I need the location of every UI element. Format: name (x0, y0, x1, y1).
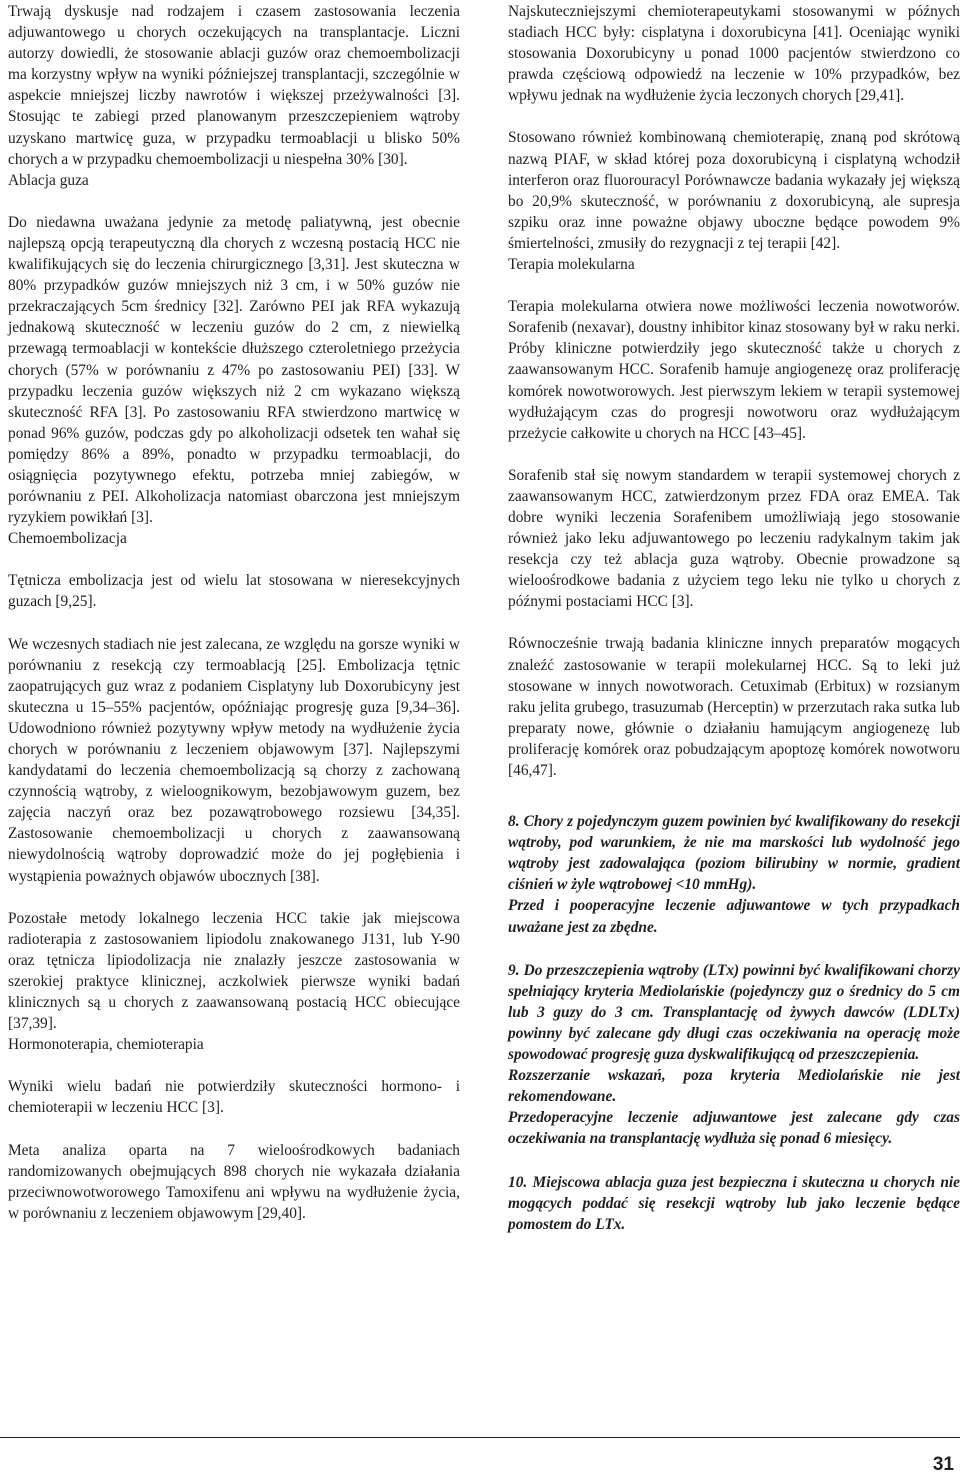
recommendation-8-text: 8. Chory z pojedynczym guzem powinien być kwalifikowany do resekcji wątroby, pod warunkiem, że nie ma marskości lub wydolność jego wątroby jest zadowalająca (poziom bilirubiny w normie, gradient ciśnień w żyle wątrobowej <10 mmHg). (508, 813, 960, 894)
recommendation-9-note-2: Przedoperacyjne leczenie adjuwantowe jest zalecane gdy czas oczekiwania na transplantację wydłuża się ponad 6 miesięcy. (508, 1109, 960, 1148)
section-heading-chemoembolizacja: Chemoembolizacja (8, 530, 127, 548)
paragraph-piaf: Stosowano również kombinowaną chemioterapię, znaną pod skrótową nazwą PIAF, w skład której poza doxorubicyną i cisplatyną wchodził interferon oraz fluorouracyl Porównawcze badania wykazały jej większą bo 20,9% skuteczność, w porównaniu z doxorubicyną, ale supresja szpiku oraz inne poważne objawy uboczne będące powodem 9% śmiertelności, zmusiły do rezygnacji z tej terapii [42]. (508, 129, 960, 252)
recommendation-8 (508, 811, 960, 938)
paragraph-transplant-adjuvant: Trwają dyskusje nad rodzajem i czasem zastosowania leczenia adjuwantowego u chorych oczekujących na transplantacje. Liczni autorzy dowiedli, że stosowanie ablacji guzów oraz chemoembolizacji ma korzystny wpływ na wyniki późniejszej transplantacji, szczególnie w aspekcie mniejszej liczby nawrotów i większej przeżywalności [3]. Stosując te zabiegi przed planowanym przeszczepieniem wątroby uzyskano martwicę guza, w przypadku termoablacji u blisko 50% chorych a w przypadku chemoembolizacji u niespełna 30% [30]. (8, 3, 460, 168)
paragraph-sorafenib-standard: Sorafenib stał się nowym standardem w terapii systemowej chorych z zaawansowanym HCC, zatwierdzonym przez FDA oraz EMEA. Tak dobre wyniki leczenia Sorafenibem umożliwiają jego stosowanie również jako leku adjuwantowego po leczeniu radykalnym takim jak resekcja czy też ablacja guza wątroby. Obecnie prowadzone są wieloośrodkowe badania z użyciem tego leku nie tylko u chorych z późnymi postaciami HCC [3]. (508, 466, 960, 611)
paragraph-other-molecular: Równocześnie trwają badania kliniczne innych preparatów mogących znaleźć zastosowanie w terapii molekularnej HCC. Są to leki już stosowane w innych nowotworach. Cetuximab (Erbitux) w rozsianym raku jelita grubego, trasuzumab (Herceptin) w przerzutach raka sutka lub preparaty nowe, głównie o działaniu hamującym angiogenezę lub proliferację komórek oraz pobudzającym apoptozę komórek nowotworu [46,47]. (508, 635, 960, 779)
left-column (8, 1, 460, 1224)
recommendation-8-note: Przed i pooperacyjne leczenie adjuwantowe w tych przypadkach uważane jest za zbędne. (508, 897, 960, 936)
section-heading-hormonoterapia: Hormonoterapia, chemioterapia (8, 1036, 204, 1054)
paragraph-chemoembolizacja-details: We wczesnych stadiach nie jest zalecana, ze względu na gorsze wyniki w porównaniu z resekcją czy termoablacją [25]. Embolizacja tętnic zaopatrujących guz wraz z podaniem Cisplatyny lub Doxorubicyny jest skuteczna u 15–55% pacjentów, opóźniając progresję guza [9,34–36]. Udowodniono również pozytywny wpływ metody na wydłużenie życia chorych w porównaniu z leczeniem objawowym [37]. Najlepszymi kandydatami do leczenia chemoembolizacją są chorzy z zachowaną czynnością wątroby, z wieloognikowym, bezobjawowym guzem, bez zajęcia naczyń oraz bez pozawątrobowego rozsiewu [34,35]. Zastosowanie chemoembolizacji u chorych z zaawansowaną niewydolnością wątroby doprowadzić może do jej pogłębienia i wystąpienia poważnych objawów ubocznych [38]. (8, 635, 460, 885)
paragraph-sorafenib-intro: Terapia molekularna otwiera nowe możliwości leczenia nowotworów. Sorafenib (nexavar), doustny inhibitor kinaz stosowany był w raku nerki. Próby kliniczne potwierdziły jego skuteczność także u chorych z zaawansowanym HCC. Sorafenib hamuje angiogenezę oraz proliferację komórek nowotworowych. Jest pierwszym lekiem w terapii systemowej wydłużającym czas do progresji nowotworu oraz wydłużającym przeżycie całkowite u chorych na HCC [43–45]. (508, 298, 960, 442)
section-heading-ablacja: Ablacja guza (8, 171, 89, 189)
recommendation-10-text: 10. Miejscowa ablacja guza jest bezpieczna i skuteczna u chorych nie mogących poddać się resekcji wątroby lub jako leczenie będące pomostem do LTx. (508, 1173, 960, 1233)
paragraph-chemotherapeutics: Najskuteczniejszymi chemioterapeutykami stosowanymi w późnych stadiach HCC były: cisplatyna i doxorubicyna [41]. Oceniając wyniki stosowania Doxorubicyny u ponad 1000 pacjentów stwierdzono co prawda częściową odpowiedź na leczenie w 10% przypadków, bez wpływu jednak na wydłużenie życia leczonych chorych [29,41]. (508, 3, 960, 105)
footer-rule (0, 1437, 960, 1438)
section-heading-terapia-molekularna: Terapia molekularna (508, 256, 635, 274)
paragraph-hormonoterapia: Wyniki wielu badań nie potwierdziły skuteczności hormono- i chemioterapii w leczeniu HCC [3]. (8, 1078, 460, 1117)
right-column (508, 1, 960, 1235)
recommendation-10 (508, 1172, 960, 1235)
paragraph-ablacja: Do niedawna uważana jedynie za metodę paliatywną, jest obecnie najlepszą opcją terapeutyczną dla chorych z wczesną postacią HCC nie kwalifikujących się do leczenia chirurgicznego [3,31]. Jest skuteczna w 80% przypadków guzów mniejszych niż 3 cm, i w 50% guzów nie przekraczających 5cm średnicy [32]. Zarówno PEI jak RFA wykazują jednakową skuteczność w leczeniu guzów do 2 cm, z niewielką przewagą termoablacji w kontekście dłuższego czteroletniego przeżycia chorych (57% w porównaniu z 47% po zastosowaniu PEI) [33]. W przypadku leczenia guzów większych niż 2 cm wykazano większą skuteczność RFA [3]. Po zastosowaniu RFA stwierdzono martwicę w ponad 96% guzów, podczas gdy po alkoholizacji odsetek ten wahał się pomiędzy 86% a 89%, ponadto w przypadku termoablacji, do osiągnięcia pozytywnego efektu, potrzeba mniej zabiegów, w porównaniu z PEI. Alkoholizacja natomiast obarczona jest mniejszym ryzykiem powikłań [3]. (8, 213, 460, 527)
recommendation-9 (508, 960, 960, 1150)
paragraph-meta-analysis: Meta analiza oparta na 7 wieloośrodkowych badaniach randomizowanych obejmujących 898 chorych nie wykazała działania przeciwnowotworowego Tamoxifenu ani wpływu na wydłużenie życia, w porównaniu z leczeniem objawowym [29,40]. (8, 1141, 460, 1222)
paragraph-chemoembolizacja-intro: Tętnicza embolizacja jest od wielu lat stosowana w nieresekcyjnych guzach [9,25]. (8, 572, 460, 611)
recommendation-9-text: 9. Do przeszczepienia wątroby (LTx) powinni być kwalifikowani chorzy spełniający kryteria Mediolańskie (pojedynczy guz o średnicy do 5 cm lub 3 guzy do 3 cm. Transplantację od żywych dawców (LDLTx) powinny być zalecane gdy długi czas oczekiwania na operację może spowodować progresję guza dyskwalifikującą od przeszczepienia. (508, 961, 960, 1064)
paragraph-other-local-methods: Pozostałe metody lokalnego leczenia HCC takie jak miejscowa radioterapia z zastosowaniem lipiodolu znakowanego J131, lub Y-90 oraz tętnicza lipiodolizacja nie znalazły jeszcze zastosowania w szerokiej praktyce klinicznej, aczkolwiek pierwsze wyniki badań klinicznych są u chorych z zaawansowaną postacią HCC obiecujące [37,39]. (8, 909, 460, 1033)
page-number: 31 (932, 1454, 954, 1475)
recommendation-9-note-1: Rozszerzanie wskazań, poza kryteria Mediolańskie nie jest rekomendowane. (508, 1067, 960, 1106)
